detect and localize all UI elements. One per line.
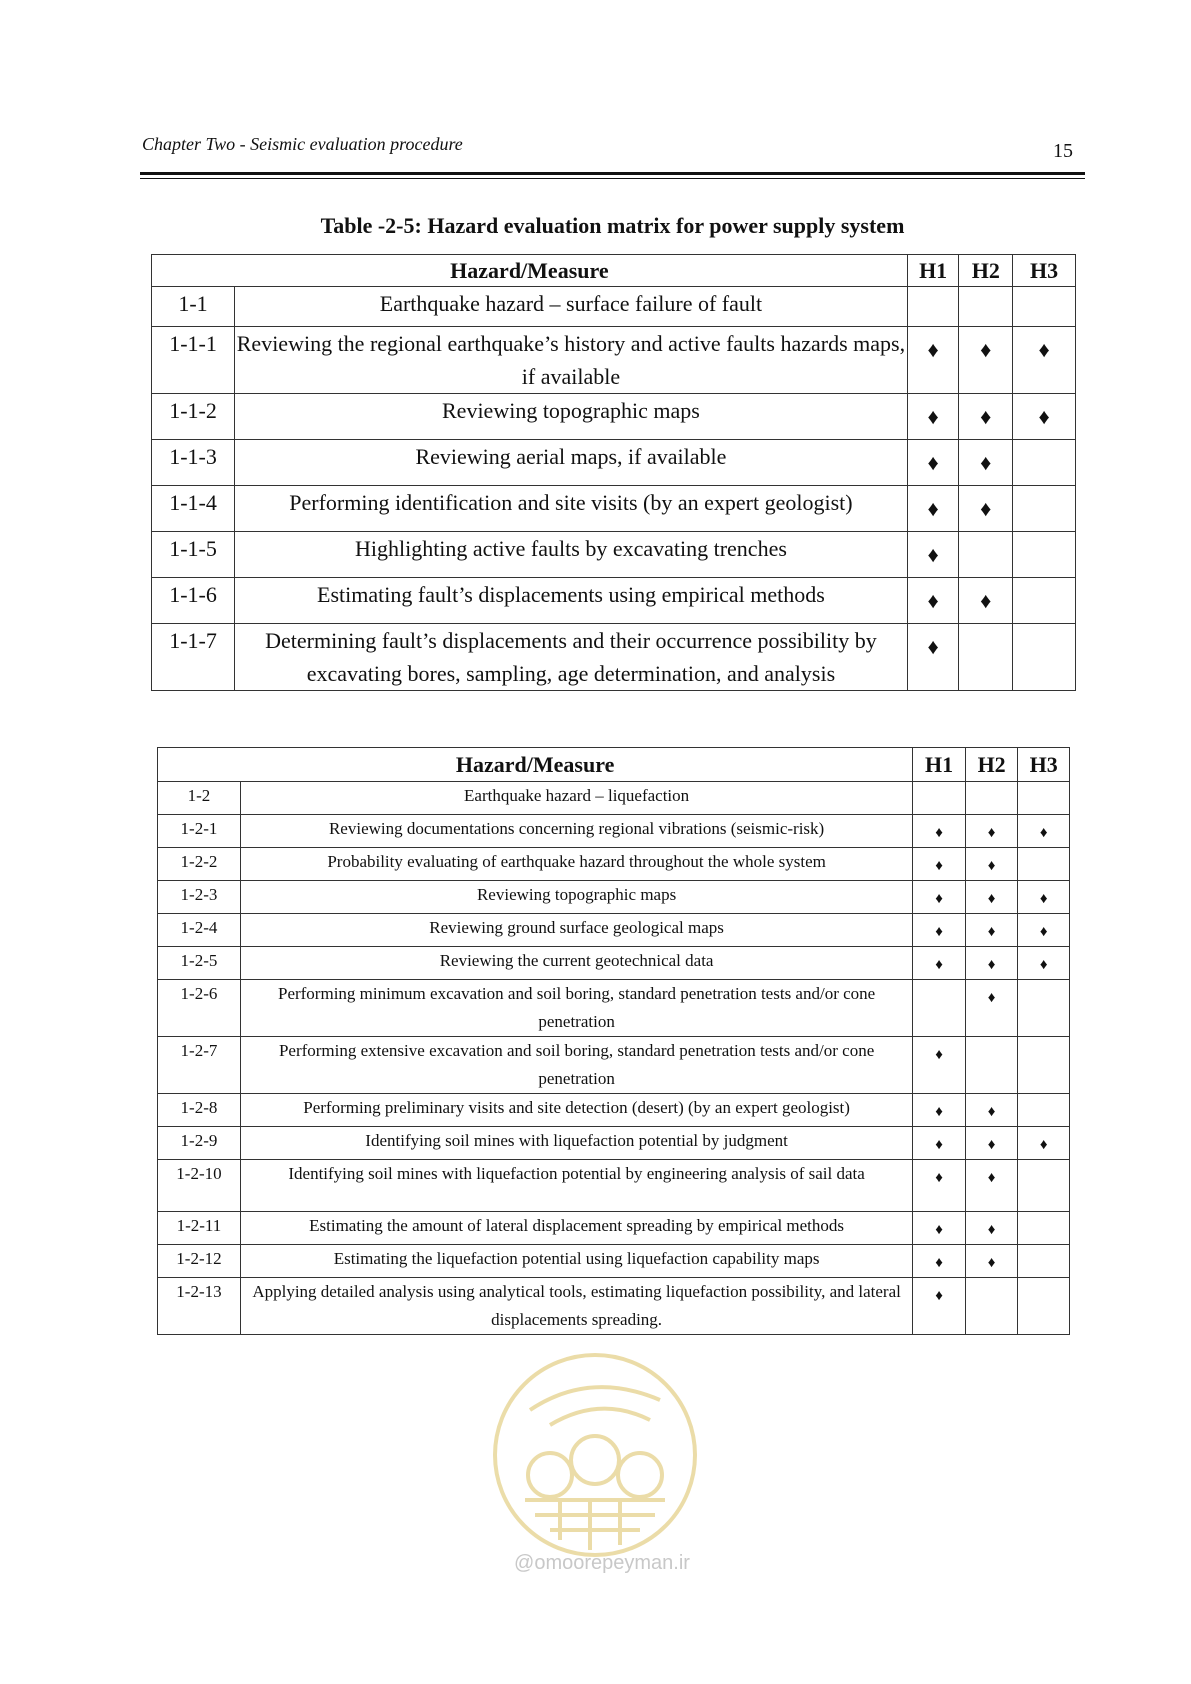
h3-mark: ♦ (1018, 881, 1070, 914)
table-row (158, 1094, 1070, 1127)
row-code: 1-2-13 (158, 1278, 241, 1335)
h1-mark: ♦ (907, 394, 959, 440)
table-row (152, 532, 1076, 578)
header-h2: H2 (959, 255, 1013, 287)
h1-mark: ♦ (913, 881, 966, 914)
h1-mark: ♦ (913, 1245, 966, 1278)
h1-mark: ♦ (913, 1212, 966, 1245)
row-measure: Reviewing topographic maps (240, 881, 912, 914)
row-measure: Reviewing aerial maps, if available (235, 440, 908, 486)
header-h1: H1 (913, 748, 966, 782)
h3-mark (1018, 782, 1070, 815)
h1-mark: ♦ (907, 440, 959, 486)
header-h3: H3 (1018, 748, 1070, 782)
h1-mark: ♦ (907, 624, 959, 691)
row-code: 1-1-2 (152, 394, 235, 440)
h3-mark (1013, 578, 1076, 624)
table-caption: Table -2-5: Hazard evaluation matrix for power supply system (320, 213, 905, 238)
table-row (152, 287, 1076, 327)
row-measure: Reviewing the regional earthquake’s history and active faults hazards maps, if available (235, 327, 908, 394)
liquefaction-hazard-table (157, 747, 1070, 1335)
h3-mark (1013, 287, 1076, 327)
table-row (152, 486, 1076, 532)
h1-mark: ♦ (913, 1160, 966, 1212)
row-code: 1-2-9 (158, 1127, 241, 1160)
h2-mark: ♦ (965, 881, 1018, 914)
h2-mark: ♦ (959, 327, 1013, 394)
h3-mark (1013, 532, 1076, 578)
header-hazard-measure: Hazard/Measure (152, 255, 908, 287)
h3-mark (1018, 1160, 1070, 1212)
header-rule-thin (140, 178, 1085, 179)
row-code: 1-2-4 (158, 914, 241, 947)
row-measure: Reviewing the current geotechnical data (240, 947, 912, 980)
header-h3: H3 (1013, 255, 1076, 287)
h2-mark (965, 782, 1018, 815)
row-code: 1-2-6 (158, 980, 241, 1037)
table-header-row (152, 255, 1076, 287)
row-code: 1-2-10 (158, 1160, 241, 1212)
row-measure: Estimating the liquefaction potential using liquefaction capability maps (240, 1245, 912, 1278)
row-code: 1-1-5 (152, 532, 235, 578)
h3-mark (1018, 848, 1070, 881)
table-row (158, 1127, 1070, 1160)
page-number: 15 (1053, 140, 1073, 162)
h2-mark: ♦ (959, 578, 1013, 624)
h3-mark (1018, 1037, 1070, 1094)
h1-mark: ♦ (913, 848, 966, 881)
h1-mark: ♦ (907, 327, 959, 394)
row-code: 1-2 (158, 782, 241, 815)
row-code: 1-1 (152, 287, 235, 327)
row-code: 1-2-8 (158, 1094, 241, 1127)
h2-mark: ♦ (959, 486, 1013, 532)
h3-mark (1018, 1278, 1070, 1335)
h3-mark (1013, 440, 1076, 486)
header-h1: H1 (907, 255, 959, 287)
h3-mark (1018, 1212, 1070, 1245)
h2-mark: ♦ (959, 394, 1013, 440)
h3-mark (1013, 486, 1076, 532)
h3-mark: ♦ (1018, 815, 1070, 848)
h2-mark (965, 1037, 1018, 1094)
h2-mark: ♦ (965, 947, 1018, 980)
h1-mark: ♦ (913, 815, 966, 848)
h2-mark: ♦ (965, 914, 1018, 947)
h1-mark (913, 782, 966, 815)
h2-mark: ♦ (965, 980, 1018, 1037)
row-code: 1-1-7 (152, 624, 235, 691)
table-row (158, 947, 1070, 980)
row-code: 1-2-12 (158, 1245, 241, 1278)
h1-mark: ♦ (907, 486, 959, 532)
page-header (142, 134, 1085, 164)
h2-mark: ♦ (965, 1094, 1018, 1127)
row-code: 1-2-5 (158, 947, 241, 980)
row-measure: Performing minimum excavation and soil boring, standard penetration tests and/or cone penetration (240, 980, 912, 1037)
row-measure: Earthquake hazard – liquefaction (240, 782, 912, 815)
table-row (152, 624, 1076, 691)
row-measure: Identifying soil mines with liquefaction potential by engineering analysis of sail data (240, 1160, 912, 1212)
row-code: 1-1-3 (152, 440, 235, 486)
table-row (152, 440, 1076, 486)
watermark-text: @omoorepeyman.ir (514, 1552, 690, 1574)
h1-mark: ♦ (913, 1127, 966, 1160)
header-hazard-measure: Hazard/Measure (158, 748, 913, 782)
h2-mark: ♦ (965, 848, 1018, 881)
h1-mark: ♦ (913, 947, 966, 980)
row-measure: Performing identification and site visits (by an expert geologist) (235, 486, 908, 532)
row-measure: Probability evaluating of earthquake hazard throughout the whole system (240, 848, 912, 881)
h2-mark (965, 1278, 1018, 1335)
h3-mark: ♦ (1018, 914, 1070, 947)
h1-mark: ♦ (913, 1094, 966, 1127)
row-measure: Determining fault’s displacements and their occurrence possibility by excavating bores, sampling, age determination, and analysis (235, 624, 908, 691)
row-code: 1-1-6 (152, 578, 235, 624)
row-measure: Reviewing documentations concerning regional vibrations (seismic-risk) (240, 815, 912, 848)
row-code: 1-2-3 (158, 881, 241, 914)
row-measure: Performing preliminary visits and site detection (desert) (by an expert geologist) (240, 1094, 912, 1127)
row-measure: Reviewing ground surface geological maps (240, 914, 912, 947)
h2-mark: ♦ (965, 1127, 1018, 1160)
h3-mark: ♦ (1013, 394, 1076, 440)
h1-mark: ♦ (907, 578, 959, 624)
row-measure: Earthquake hazard – surface failure of fault (235, 287, 908, 327)
h3-mark (1018, 1245, 1070, 1278)
h3-mark (1018, 980, 1070, 1037)
row-measure: Reviewing topographic maps (235, 394, 908, 440)
table-row (158, 980, 1070, 1037)
table-row (158, 881, 1070, 914)
chapter-title: Chapter Two - Seismic evaluation procedure (142, 134, 463, 154)
h3-mark: ♦ (1018, 947, 1070, 980)
logo-watermark-icon (490, 1350, 700, 1560)
table-header-row (158, 748, 1070, 782)
table-row (158, 815, 1070, 848)
h2-mark: ♦ (965, 1212, 1018, 1245)
header-h2: H2 (965, 748, 1018, 782)
table-row (158, 914, 1070, 947)
table-row (152, 394, 1076, 440)
table-body (158, 782, 1070, 1335)
fault-hazard-table (151, 254, 1076, 691)
table-row (158, 1212, 1070, 1245)
h3-mark: ♦ (1018, 1127, 1070, 1160)
row-code: 1-2-1 (158, 815, 241, 848)
table-row (152, 578, 1076, 624)
row-code: 1-2-11 (158, 1212, 241, 1245)
table-body (152, 287, 1076, 691)
h2-mark: ♦ (965, 1245, 1018, 1278)
table-row (158, 1160, 1070, 1212)
h1-mark (907, 287, 959, 327)
row-measure: Identifying soil mines with liquefaction potential by judgment (240, 1127, 912, 1160)
row-measure: Applying detailed analysis using analytical tools, estimating liquefaction possibility, and lateral displacements spreading. (240, 1278, 912, 1335)
h3-mark (1018, 1094, 1070, 1127)
table-row (158, 1037, 1070, 1094)
row-measure: Highlighting active faults by excavating trenches (235, 532, 908, 578)
h2-mark: ♦ (959, 440, 1013, 486)
h3-mark: ♦ (1013, 327, 1076, 394)
row-measure: Estimating the amount of lateral displacement spreading by empirical methods (240, 1212, 912, 1245)
h2-mark (959, 624, 1013, 691)
h2-mark: ♦ (965, 815, 1018, 848)
row-measure: Performing extensive excavation and soil boring, standard penetration tests and/or cone penetration (240, 1037, 912, 1094)
table-row (152, 327, 1076, 394)
row-code: 1-1-1 (152, 327, 235, 394)
h2-mark (959, 532, 1013, 578)
row-measure: Estimating fault’s displacements using empirical methods (235, 578, 908, 624)
h1-mark: ♦ (913, 914, 966, 947)
table-row (158, 1278, 1070, 1335)
header-rule-thick (140, 172, 1085, 175)
h2-mark (959, 287, 1013, 327)
h1-mark: ♦ (913, 1278, 966, 1335)
table-row (158, 1245, 1070, 1278)
table-row (158, 782, 1070, 815)
h1-mark: ♦ (913, 1037, 966, 1094)
h1-mark (913, 980, 966, 1037)
h2-mark: ♦ (965, 1160, 1018, 1212)
h3-mark (1013, 624, 1076, 691)
row-code: 1-2-2 (158, 848, 241, 881)
h1-mark: ♦ (907, 532, 959, 578)
row-code: 1-1-4 (152, 486, 235, 532)
table-row (158, 848, 1070, 881)
row-code: 1-2-7 (158, 1037, 241, 1094)
